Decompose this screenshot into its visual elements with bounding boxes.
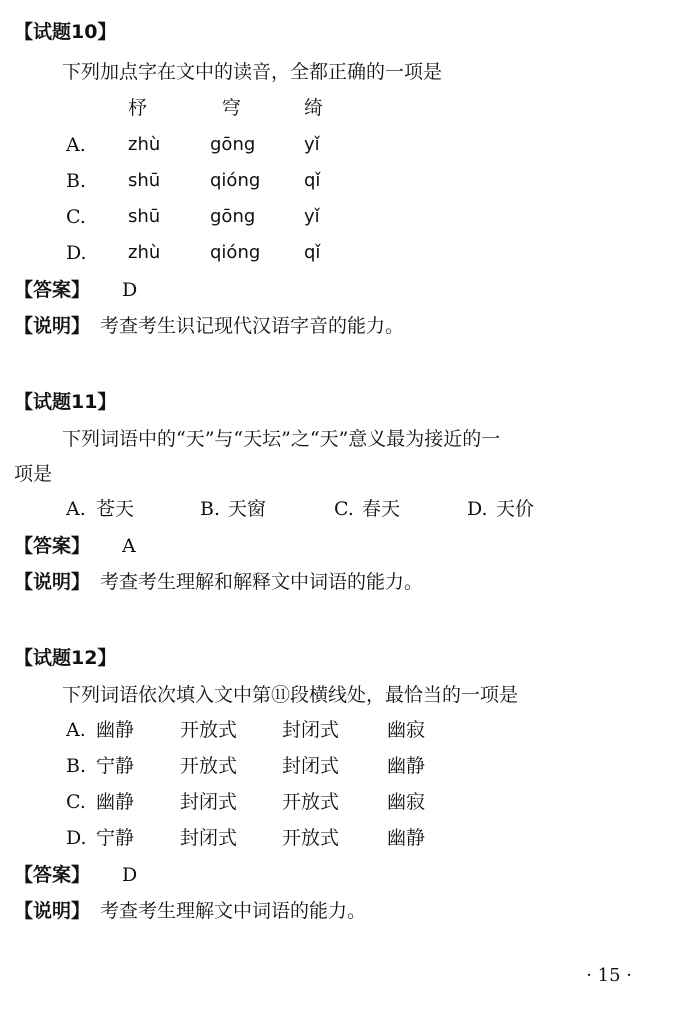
q10-option-c-p2: gōng (210, 206, 256, 227)
q11-option-d-letter: D. (467, 498, 488, 520)
q12-option-d-w4: 幽静 (387, 827, 426, 849)
q10-option-a-p1: zhù (128, 134, 161, 155)
q12-option-d-w2: 封闭式 (180, 827, 238, 849)
q10-option-a-p3: yǐ (304, 134, 320, 155)
q12-option-c-w1: 幽静 (96, 791, 135, 813)
q10-char-3: 绮 (304, 97, 324, 119)
q12-option-a-w3: 封闭式 (282, 719, 340, 741)
q12-option-c-w2: 封闭式 (180, 791, 238, 813)
q12-label: 【试题12】 (14, 647, 117, 669)
q10-option-a-p2: gōng (210, 134, 256, 155)
q12-option-d-w1: 宁静 (96, 827, 135, 849)
q12-option-b-w3: 封闭式 (282, 755, 340, 777)
q12-answer: D (122, 864, 138, 886)
q12-option-b-w4: 幽静 (387, 755, 426, 777)
q12-stem: 下列词语依次填入文中第⑪段横线处，最恰当的一项是 (62, 684, 519, 706)
q12-option-b-w1: 宁静 (96, 755, 135, 777)
q12-option-a-w1: 幽静 (96, 719, 135, 741)
q11-option-a-text: 苍天 (96, 498, 135, 520)
page-number: · 15 · (586, 965, 632, 986)
q12-note-label: 【说明】 (14, 900, 91, 922)
q12-note: 考查考生理解文中词语的能力。 (100, 900, 367, 922)
q10-option-d-p1: zhù (128, 242, 161, 263)
q10-option-b-p1: shū (128, 170, 161, 191)
q10-option-d-p3: qǐ (304, 242, 321, 263)
q10-option-b-p2: qióng (210, 170, 261, 191)
q10-option-b-p3: qǐ (304, 170, 321, 191)
q11-option-a-letter: A. (66, 498, 86, 520)
q10-answer-label: 【答案】 (14, 279, 91, 301)
q10-option-a-letter: A. (66, 134, 86, 156)
q11-note: 考查考生理解和解释文中词语的能力。 (100, 571, 424, 593)
q12-option-a-w2: 开放式 (180, 719, 238, 741)
q10-stem: 下列加点字在文中的读音，全都正确的一项是 (62, 61, 443, 83)
q10-option-c-p1: shū (128, 206, 161, 227)
q11-answer: A (122, 535, 136, 557)
q11-option-d-text: 天价 (496, 498, 535, 520)
q11-option-b-text: 天窗 (228, 498, 267, 520)
q11-option-c-letter: C. (334, 498, 354, 520)
q12-option-b-letter: B. (66, 755, 87, 777)
q10-answer: D (122, 279, 138, 301)
q12-option-a-w4: 幽寂 (387, 719, 426, 741)
q10-option-c-letter: C. (66, 206, 86, 228)
q12-answer-label: 【答案】 (14, 864, 91, 886)
q10-label: 【试题10】 (14, 21, 117, 43)
q12-option-a-letter: A. (66, 719, 86, 741)
q11-note-label: 【说明】 (14, 571, 91, 593)
q12-option-d-letter: D. (66, 827, 87, 849)
q11-option-b-letter: B. (200, 498, 221, 520)
q11-stem-line2: 项是 (14, 463, 53, 485)
q10-option-b-letter: B. (66, 170, 87, 192)
q12-option-d-w3: 开放式 (282, 827, 340, 849)
q10-option-c-p3: yǐ (304, 206, 320, 227)
q10-char-2: 穹 (222, 97, 242, 119)
q10-char-1: 杼 (128, 97, 148, 119)
q10-note: 考查考生识记现代汉语字音的能力。 (100, 315, 405, 337)
q11-label: 【试题11】 (14, 391, 117, 413)
q12-option-c-letter: C. (66, 791, 86, 813)
q11-option-c-text: 春天 (362, 498, 401, 520)
q12-option-c-w3: 开放式 (282, 791, 340, 813)
q11-answer-label: 【答案】 (14, 535, 91, 557)
q12-option-b-w2: 开放式 (180, 755, 238, 777)
q10-option-d-p2: qióng (210, 242, 261, 263)
q10-option-d-letter: D. (66, 242, 87, 264)
q12-option-c-w4: 幽寂 (387, 791, 426, 813)
q10-note-label: 【说明】 (14, 315, 91, 337)
q11-stem-line1: 下列词语中的“天”与“天坛”之“天”意义最为接近的一 (62, 428, 501, 450)
